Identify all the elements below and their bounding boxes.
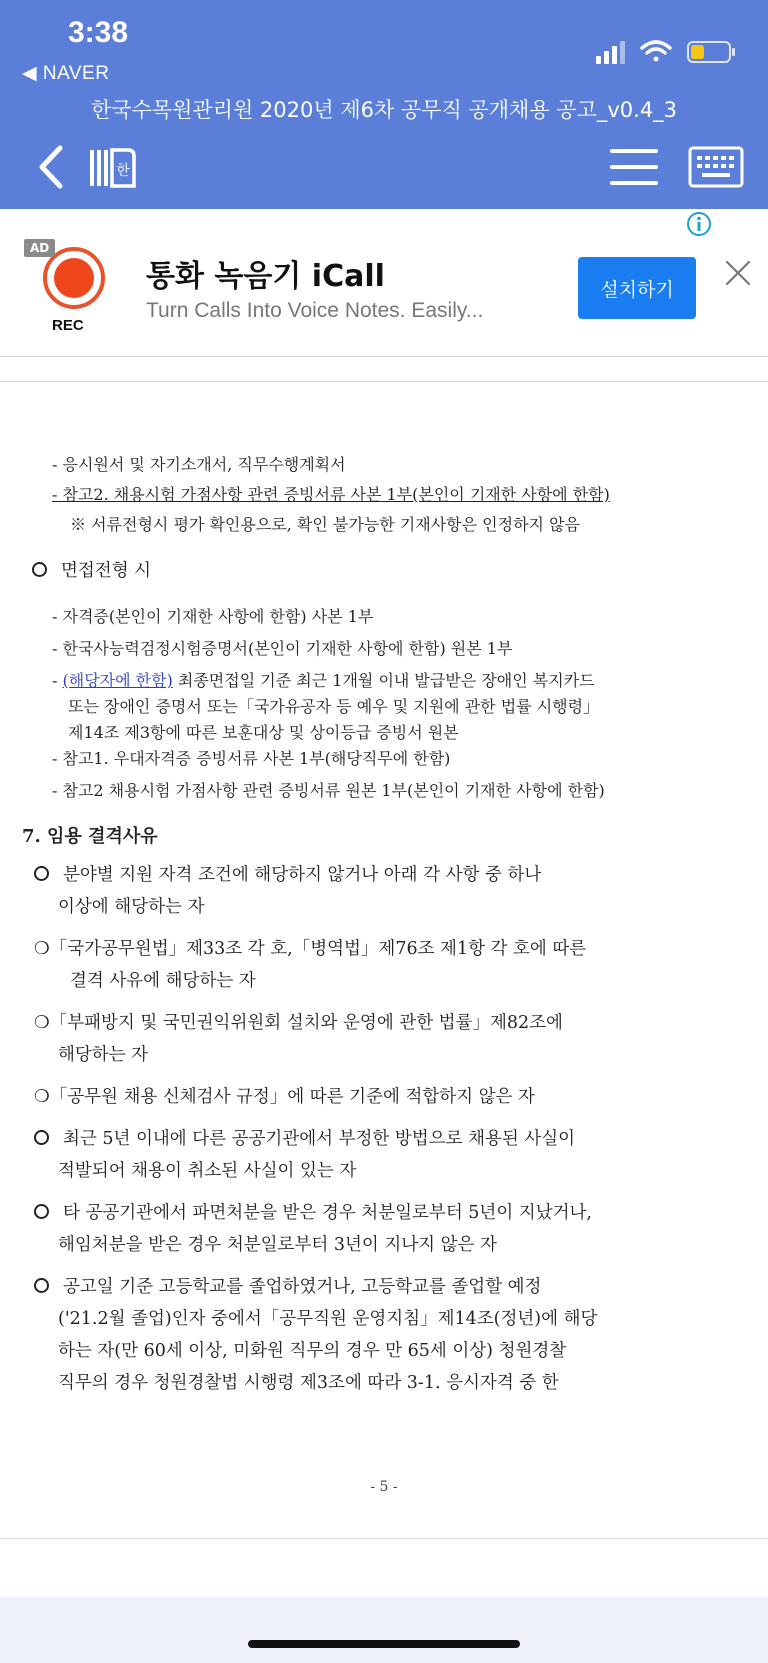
close-icon[interactable]	[724, 259, 752, 287]
back-arrow-icon[interactable]	[32, 142, 72, 192]
section-heading-text: 면접전형 시	[61, 561, 152, 581]
keyboard-icon[interactable]	[688, 146, 744, 188]
doc-line: ※ 서류전형시 평가 확인용으로, 확인 불가능한 기재사항은 인정하지 않음	[70, 515, 580, 534]
doc-line: - 참고2. 채용시험 가점사항 관련 증빙서류 사본 1부(본인이 기재한 사항에 한함)	[52, 485, 610, 504]
doc-line-text: 최종면접일 기준 최근 1개월 이내 발급받은 장애인 복지카드	[172, 671, 595, 690]
ad-banner[interactable]	[0, 209, 768, 356]
doc-line: 직무의 경우 청원경찰법 시행령 제3조에 따라 3-1. 응시자격 중 한	[58, 1373, 559, 1393]
document-page[interactable]	[0, 382, 768, 1538]
doc-line: - 참고2 채용시험 가점사항 관련 증빙서류 원본 1부(본인이 기재한 사항에 한함)	[52, 781, 605, 800]
hancom-viewer-logo-icon[interactable]	[88, 144, 136, 192]
page-number: - 5 -	[370, 1479, 398, 1495]
ad-title[interactable]: 통화 녹음기 iCall	[146, 259, 385, 294]
doc-line: - 참고1. 우대자격증 증빙서류 사본 1부(해당직무에 한함)	[52, 749, 451, 768]
doc-line-text: 타 공공기관에서 파면처분을 받은 경우 처분일로부터 5년이 지났거나,	[63, 1203, 592, 1223]
circle-bullet-icon	[34, 1130, 49, 1145]
doc-line-text: 공고일 기준 고등학교를 졸업하였거나, 고등학교를 졸업할 예정	[63, 1277, 542, 1297]
doc-line: 또는 장애인 증명서 또는「국가유공자 등 예우 및 지원에 관한 법률 시행령」	[68, 697, 600, 716]
svg-text:한: 한	[116, 163, 130, 179]
divider	[0, 1538, 768, 1539]
ad-badge: AD	[24, 239, 55, 257]
doc-line: ('21.2월 졸업)인자 중에서「공무직원 운영지침」제14조(정년)에 해당	[58, 1309, 598, 1329]
document-link[interactable]: (해당자에 한함)	[62, 671, 173, 690]
doc-line-text: 분야별 지원 자격 조건에 해당하지 않거나 아래 각 사항 중 하나	[63, 865, 542, 885]
circle-bullet-icon	[34, 1278, 49, 1293]
install-button[interactable]: 설치하기	[578, 257, 696, 319]
dash: -	[52, 671, 63, 690]
doc-line: 이상에 해당하는 자	[58, 897, 205, 917]
battery-icon	[688, 42, 735, 62]
menu-icon[interactable]	[608, 146, 660, 188]
doc-item	[34, 1276, 541, 1298]
status-time: 3:38	[68, 16, 129, 49]
info-icon[interactable]	[686, 211, 712, 237]
divider	[0, 356, 768, 357]
bottom-bar	[0, 1597, 768, 1663]
doc-line: 제14조 제3항에 따른 보훈대상 및 상이등급 증빙서 원본	[68, 723, 459, 742]
signal-icon	[596, 41, 625, 64]
home-indicator[interactable]	[248, 1640, 520, 1648]
doc-line: ❍「국가공무원법」제33조 각 호,「병역법」제76조 제1항 각 호에 따른	[34, 939, 587, 959]
doc-line: 하는 자(만 60세 이상, 미화원 직무의 경우 만 65세 이상) 청원경찰	[58, 1341, 567, 1361]
doc-line: 적발되어 채용이 취소된 사실이 있는 자	[58, 1161, 357, 1181]
back-to-naver-link[interactable]: ◀ NAVER	[22, 63, 110, 84]
doc-line-text: 최근 5년 이내에 다른 공공기관에서 부정한 방법으로 채용된 사실이	[63, 1129, 576, 1149]
doc-line: 해당하는 자	[58, 1045, 149, 1065]
doc-line: 결격 사유에 해당하는 자	[70, 971, 256, 991]
doc-line: 해임처분을 받은 경우 처분일로부터 3년이 지나지 않은 자	[58, 1235, 497, 1255]
circle-bullet-icon	[32, 562, 47, 577]
section-title: 7. 임용 결격사유	[22, 826, 158, 847]
doc-line: - 한국사능력검정시험증명서(본인이 기재한 사항에 한함) 원본 1부	[52, 639, 513, 658]
doc-line: ❍「부패방지 및 국민권익위원회 설치와 운영에 관한 법률」제82조에	[34, 1013, 563, 1033]
doc-line: ❍「공무원 채용 신체검사 규정」에 따른 기준에 적합하지 않은 자	[34, 1087, 535, 1107]
ad-subtitle[interactable]: Turn Calls Into Voice Notes. Easily...	[146, 299, 484, 322]
app-header	[0, 0, 768, 209]
doc-line: - 응시원서 및 자기소개서, 직무수행계획서	[52, 455, 346, 474]
rec-label: REC	[52, 317, 84, 334]
doc-item	[34, 864, 541, 886]
section-heading	[32, 560, 151, 582]
doc-item	[34, 1128, 575, 1150]
status-icons	[594, 36, 744, 66]
circle-bullet-icon	[34, 1204, 49, 1219]
doc-line	[52, 670, 595, 692]
wifi-icon	[642, 42, 670, 62]
doc-item	[34, 1202, 592, 1224]
doc-line: - 자격증(본인이 기재한 사항에 한함) 사본 1부	[52, 607, 374, 626]
circle-bullet-icon	[34, 866, 49, 881]
document-title: 한국수목원관리원 2020년 제6차 공무직 공개채용 공고_v0.4_3	[90, 98, 678, 122]
